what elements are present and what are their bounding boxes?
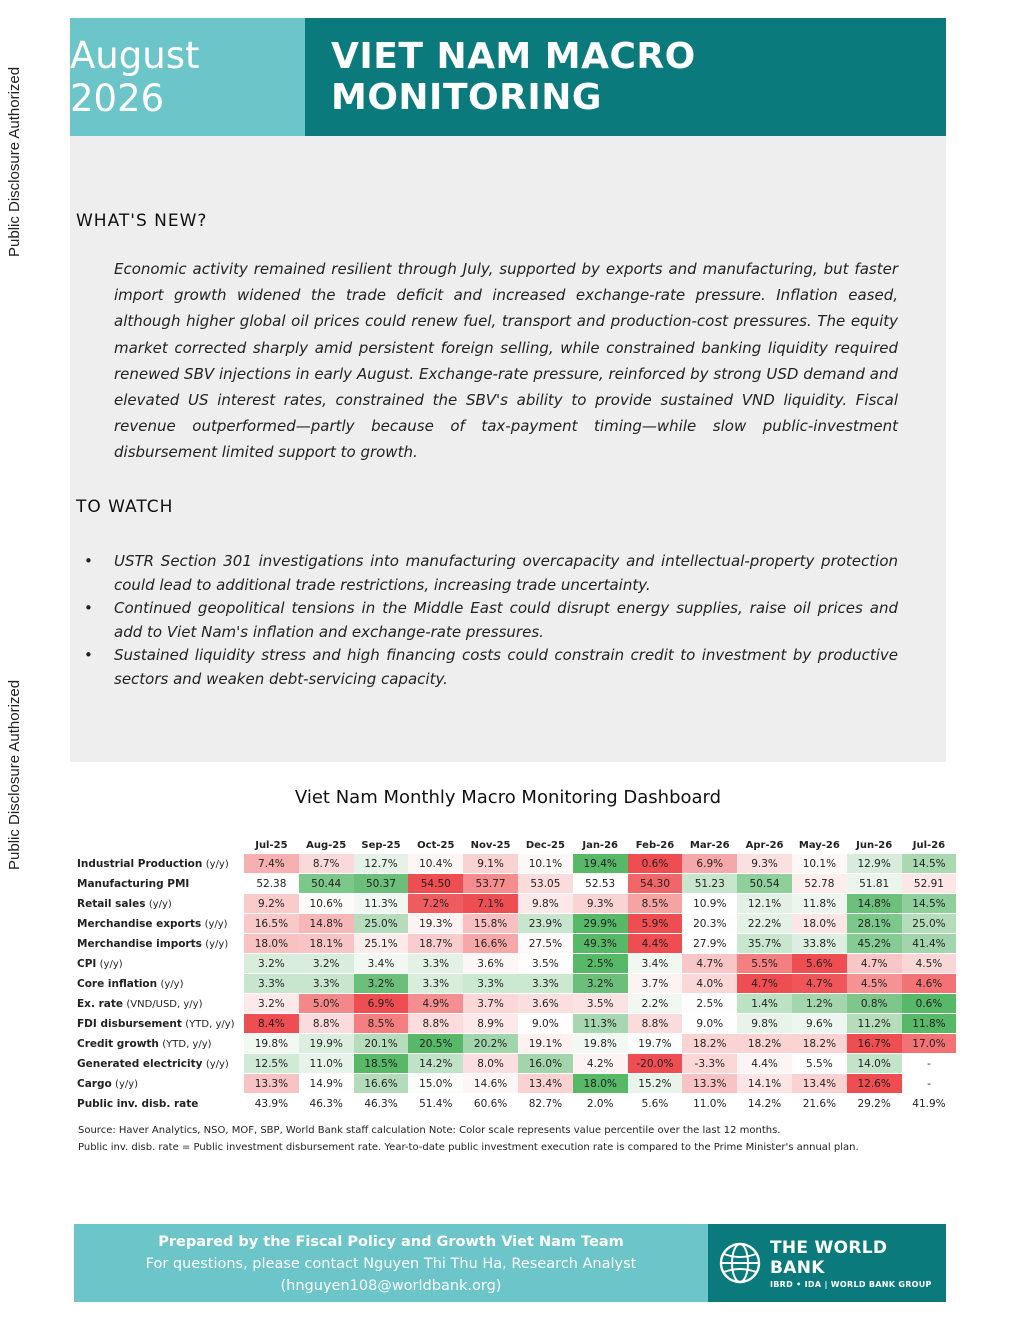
table-cell: 8.8%	[628, 1014, 683, 1034]
table-cell: 29.2%	[847, 1094, 902, 1114]
table-cell: 46.3%	[354, 1094, 409, 1114]
contact-email[interactable]: (hnguyen108@worldbank.org)	[280, 1278, 502, 1294]
table-cell: 4.7%	[682, 954, 737, 974]
table-cell: 0.6%	[902, 994, 957, 1014]
table-cell: 20.2%	[463, 1034, 518, 1054]
table-cell: 19.7%	[628, 1034, 683, 1054]
month-header: Jul-25	[255, 839, 288, 851]
table-cell: 3.3%	[463, 974, 518, 994]
table-cell: 3.2%	[354, 974, 409, 994]
table-row	[74, 1094, 956, 1114]
table-cell: 19.1%	[518, 1034, 573, 1054]
table-cell: 2.5%	[573, 954, 628, 974]
table-cell: 14.1%	[737, 1074, 792, 1094]
table-row	[74, 874, 956, 894]
contact-line: For questions, please contact Nguyen Thi Thu Ha, Research Analyst	[145, 1256, 637, 1272]
table-cell: 19.9%	[299, 1034, 354, 1054]
table-cell: 25.1%	[354, 934, 409, 954]
table-cell: 3.5%	[518, 954, 573, 974]
row-label	[74, 974, 244, 994]
table-row	[74, 854, 956, 874]
table-cell: 3.4%	[354, 954, 409, 974]
table-cell: 20.5%	[408, 1034, 463, 1054]
indicator-name: Generated electricity	[77, 1057, 203, 1070]
report-title: VIET NAM MACRO MONITORING	[305, 18, 946, 136]
bullet-icon: •	[84, 552, 93, 570]
table-cell: 7.4%	[244, 854, 299, 874]
table-cell: 5.6%	[628, 1094, 683, 1114]
issue-date: August 2026	[70, 18, 305, 136]
table-cell: 16.0%	[518, 1054, 573, 1074]
table-cell: 18.2%	[737, 1034, 792, 1054]
row-label	[74, 854, 244, 874]
table-cell: 18.0%	[792, 914, 847, 934]
table-cell: 11.0%	[682, 1094, 737, 1114]
dashboard-header-row	[74, 836, 956, 854]
table-cell: 35.7%	[737, 934, 792, 954]
table-cell: 0.8%	[847, 994, 902, 1014]
table-cell: 16.6%	[354, 1074, 409, 1094]
table-cell: 18.1%	[299, 934, 354, 954]
table-cell: 14.8%	[299, 914, 354, 934]
indicator-unit: (y/y)	[205, 938, 229, 950]
table-cell: 53.77	[463, 874, 518, 894]
indicator-name: Merchandise imports	[77, 937, 202, 950]
month-header: Jul-26	[912, 839, 946, 851]
table-cell: 10.1%	[792, 854, 847, 874]
table-cell: 9.6%	[792, 1014, 847, 1034]
table-cell: 60.6%	[463, 1094, 518, 1114]
row-label	[74, 1014, 244, 1034]
table-cell: 8.5%	[628, 894, 683, 914]
month-header: Dec-25	[525, 839, 565, 851]
table-row	[74, 974, 956, 994]
table-cell: 9.3%	[737, 854, 792, 874]
table-cell: 3.3%	[408, 974, 463, 994]
month-header: Oct-25	[417, 839, 455, 851]
logo-name: THE WORLD BANK	[770, 1237, 888, 1278]
table-cell: 14.8%	[847, 894, 902, 914]
table-row	[74, 934, 956, 954]
table-cell: 1.4%	[737, 994, 792, 1014]
table-row	[74, 894, 956, 914]
month-header: Feb-26	[635, 839, 675, 851]
table-cell: 18.5%	[354, 1054, 409, 1074]
indicator-unit: (y/y)	[205, 858, 229, 870]
indicator-unit: (YTD, y/y)	[185, 1018, 235, 1030]
row-label	[74, 954, 244, 974]
table-cell: 9.1%	[463, 854, 518, 874]
indicator-unit: (y/y)	[204, 918, 228, 930]
table-cell: 3.6%	[463, 954, 518, 974]
table-cell: 8.8%	[299, 1014, 354, 1034]
source-notes	[78, 1122, 938, 1156]
table-cell: 2.2%	[628, 994, 683, 1014]
table-cell: 3.7%	[628, 974, 683, 994]
table-cell: 25.0%	[902, 914, 957, 934]
definition-note: Public inv. disb. rate = Public investment disbursement rate. Year-to-date public investment execution rate is compared to the Prime Minister's annual plan.	[78, 1142, 859, 1153]
bullet-icon: •	[84, 599, 93, 617]
table-cell: 19.8%	[573, 1034, 628, 1054]
table-cell: -3.3%	[682, 1054, 737, 1074]
table-cell: 13.3%	[244, 1074, 299, 1094]
to-watch-item: • Sustained liquidity stress and high financing costs could constrain credit to investment by productive sectors and weaken debt-servicing capacity.	[84, 646, 898, 688]
table-cell: 12.9%	[847, 854, 902, 874]
table-cell: 11.8%	[792, 894, 847, 914]
table-cell: 14.6%	[463, 1074, 518, 1094]
table-cell: 0.6%	[628, 854, 683, 874]
indicator-unit: (VND/USD, y/y)	[126, 998, 203, 1010]
table-cell: 45.2%	[847, 934, 902, 954]
indicator-unit: (YTD, y/y)	[162, 1038, 212, 1050]
table-cell: 17.0%	[902, 1034, 957, 1054]
table-cell: 54.50	[408, 874, 463, 894]
table-cell: 52.53	[573, 874, 628, 894]
table-cell: 5.0%	[299, 994, 354, 1014]
indicator-name: Credit growth	[77, 1037, 159, 1050]
table-cell: 18.7%	[408, 934, 463, 954]
table-cell: 13.4%	[518, 1074, 573, 1094]
row-label	[74, 874, 244, 894]
table-cell: 22.2%	[737, 914, 792, 934]
summary-panel	[70, 136, 946, 762]
table-cell: 12.1%	[737, 894, 792, 914]
table-cell: 5.5%	[737, 954, 792, 974]
table-cell: 5.6%	[792, 954, 847, 974]
table-cell: 27.9%	[682, 934, 737, 954]
month-header: May-26	[798, 839, 840, 851]
indicator-name: Retail sales	[77, 897, 146, 910]
table-cell: 3.7%	[463, 994, 518, 1014]
table-cell: 9.2%	[244, 894, 299, 914]
table-cell: 15.0%	[408, 1074, 463, 1094]
table-cell: 10.1%	[518, 854, 573, 874]
table-cell: 15.2%	[628, 1074, 683, 1094]
table-cell: 27.5%	[518, 934, 573, 954]
table-cell: 14.5%	[902, 894, 957, 914]
table-cell: 11.8%	[902, 1014, 957, 1034]
table-cell: 8.0%	[463, 1054, 518, 1074]
footer	[74, 1224, 946, 1302]
table-cell: 46.3%	[299, 1094, 354, 1114]
table-cell: 16.5%	[244, 914, 299, 934]
row-label	[74, 1034, 244, 1054]
table-cell: 11.3%	[573, 1014, 628, 1034]
table-cell: 28.1%	[847, 914, 902, 934]
table-cell: 3.6%	[518, 994, 573, 1014]
table-cell: 8.8%	[408, 1014, 463, 1034]
table-cell: 19.3%	[408, 914, 463, 934]
table-row	[74, 1074, 956, 1094]
table-cell: 41.4%	[902, 934, 957, 954]
table-cell: 11.2%	[847, 1014, 902, 1034]
row-label	[74, 914, 244, 934]
table-cell: 19.4%	[573, 854, 628, 874]
table-cell: 14.0%	[847, 1054, 902, 1074]
table-cell: 3.3%	[244, 974, 299, 994]
row-label	[74, 1074, 244, 1094]
table-cell: 21.6%	[792, 1094, 847, 1114]
table-row	[74, 914, 956, 934]
table-cell: 4.2%	[573, 1054, 628, 1074]
table-cell: 13.3%	[682, 1074, 737, 1094]
month-header: Apr-26	[745, 839, 784, 851]
table-cell: 13.4%	[792, 1074, 847, 1094]
macro-dashboard-table	[74, 836, 956, 1114]
footer-credits	[74, 1224, 708, 1302]
indicator-unit: (y/y)	[148, 898, 172, 910]
table-cell: 3.3%	[408, 954, 463, 974]
table-cell: 50.44	[299, 874, 354, 894]
table-cell: 16.6%	[463, 934, 518, 954]
table-cell: 6.9%	[682, 854, 737, 874]
month-header: Nov-25	[470, 839, 511, 851]
table-cell: 54.30	[628, 874, 683, 894]
table-cell: 8.4%	[244, 1014, 299, 1034]
indicator-name: Cargo	[77, 1077, 112, 1090]
table-cell: 7.2%	[408, 894, 463, 914]
table-cell: 4.9%	[408, 994, 463, 1014]
table-cell: 51.81	[847, 874, 902, 894]
table-cell: 4.7%	[737, 974, 792, 994]
header-blank	[74, 836, 244, 854]
table-cell: -	[902, 1074, 957, 1094]
table-cell: 51.4%	[408, 1094, 463, 1114]
table-cell: 29.9%	[573, 914, 628, 934]
row-label	[74, 894, 244, 914]
indicator-name: Industrial Production	[77, 857, 203, 870]
table-cell: 11.0%	[299, 1054, 354, 1074]
disclosure-stamp-top: Public Disclosure Authorized	[6, 66, 23, 258]
table-cell: 5.5%	[792, 1054, 847, 1074]
table-cell: 7.1%	[463, 894, 518, 914]
table-cell: 9.8%	[518, 894, 573, 914]
indicator-name: Merchandise exports	[77, 917, 202, 930]
table-cell: 11.3%	[354, 894, 409, 914]
table-row	[74, 1054, 956, 1074]
table-cell: 4.6%	[902, 974, 957, 994]
table-cell: 4.4%	[737, 1054, 792, 1074]
source-note: Source: Haver Analytics, NSO, MOF, SBP, World Bank staff calculation Note: Color scale represents value percentile over the last 12 months.	[78, 1125, 781, 1136]
table-cell: 10.9%	[682, 894, 737, 914]
table-cell: 2.0%	[573, 1094, 628, 1114]
table-cell: 5.9%	[628, 914, 683, 934]
table-cell: 14.2%	[408, 1054, 463, 1074]
to-watch-item: • Continued geopolitical tensions in the Middle East could disrupt energy supplies, raise oil prices and add to Viet Nam's inflation and exchange-rate pressures.	[84, 599, 898, 641]
table-cell: 8.5%	[354, 1014, 409, 1034]
table-cell: -20.0%	[628, 1054, 683, 1074]
table-row	[74, 994, 956, 1014]
table-cell: 18.2%	[792, 1034, 847, 1054]
header-banner	[70, 18, 946, 136]
month-header: Jun-26	[856, 839, 893, 851]
table-cell: 41.9%	[902, 1094, 957, 1114]
month-header: Sep-25	[361, 839, 401, 851]
dashboard-title: Viet Nam Monthly Macro Monitoring Dashboard	[294, 787, 722, 808]
to-watch-item: • USTR Section 301 investigations into manufacturing overcapacity and intellectual-property protection could lead to additional trade restrictions, increasing trade uncertainty.	[84, 552, 898, 594]
month-header: Jan-26	[582, 839, 618, 851]
table-cell: 8.9%	[463, 1014, 518, 1034]
table-cell: 10.4%	[408, 854, 463, 874]
table-cell: 50.54	[737, 874, 792, 894]
table-cell: 25.0%	[354, 914, 409, 934]
table-cell: 3.2%	[244, 994, 299, 1014]
table-row	[74, 1034, 956, 1054]
row-label	[74, 1094, 244, 1114]
disclosure-stamp-bottom: Public Disclosure Authorized	[6, 679, 23, 871]
table-row	[74, 954, 956, 974]
row-label	[74, 934, 244, 954]
table-cell: 2.5%	[682, 994, 737, 1014]
table-cell: 49.3%	[573, 934, 628, 954]
table-cell: 82.7%	[518, 1094, 573, 1114]
table-cell: 3.4%	[628, 954, 683, 974]
indicator-unit: (y/y)	[99, 958, 123, 970]
table-cell: 52.78	[792, 874, 847, 894]
indicator-name: Manufacturing PMI	[77, 877, 190, 890]
table-cell: 52.91	[902, 874, 957, 894]
indicator-name: CPI	[77, 957, 97, 970]
indicator-name: Public inv. disb. rate	[77, 1097, 199, 1110]
table-cell: 8.7%	[299, 854, 354, 874]
table-cell: 12.5%	[244, 1054, 299, 1074]
table-cell: 15.8%	[463, 914, 518, 934]
table-cell: 43.9%	[244, 1094, 299, 1114]
indicator-name: Ex. rate	[77, 997, 123, 1010]
whats-new-heading: WHAT'S NEW?	[76, 211, 208, 231]
to-watch-heading: TO WATCH	[76, 497, 174, 517]
table-cell: 14.5%	[902, 854, 957, 874]
table-cell: 18.2%	[682, 1034, 737, 1054]
table-cell: 14.2%	[737, 1094, 792, 1114]
table-cell: 9.0%	[518, 1014, 573, 1034]
table-cell: 1.2%	[792, 994, 847, 1014]
table-cell: 19.8%	[244, 1034, 299, 1054]
table-cell: 4.5%	[902, 954, 957, 974]
table-cell: 9.8%	[737, 1014, 792, 1034]
table-cell: 16.7%	[847, 1034, 902, 1054]
table-cell: 52.38	[244, 874, 299, 894]
indicator-unit: (y/y)	[115, 1078, 139, 1090]
indicator-unit: (y/y)	[160, 978, 184, 990]
table-cell: 12.7%	[354, 854, 409, 874]
table-cell: 4.4%	[628, 934, 683, 954]
table-cell: 4.0%	[682, 974, 737, 994]
indicator-name: Core inflation	[77, 977, 158, 990]
indicator-unit: (y/y)	[205, 1058, 229, 1070]
table-cell: 9.3%	[573, 894, 628, 914]
table-row	[74, 1014, 956, 1034]
table-cell: 3.3%	[299, 974, 354, 994]
month-header: Aug-25	[306, 839, 347, 851]
table-cell: 12.6%	[847, 1074, 902, 1094]
month-header: Mar-26	[689, 839, 730, 851]
table-cell: 4.7%	[792, 974, 847, 994]
world-bank-logo	[708, 1224, 946, 1302]
table-cell: 3.2%	[299, 954, 354, 974]
row-label	[74, 1054, 244, 1074]
table-cell: 4.7%	[847, 954, 902, 974]
table-cell: 51.23	[682, 874, 737, 894]
table-cell: 20.1%	[354, 1034, 409, 1054]
table-cell: 3.3%	[518, 974, 573, 994]
table-cell: 33.8%	[792, 934, 847, 954]
to-watch-list	[84, 550, 898, 691]
indicator-name: FDI disbursement	[77, 1017, 182, 1030]
table-cell: 3.5%	[573, 994, 628, 1014]
logo-subtitle: IBRD • IDA | WORLD BANK GROUP	[770, 1279, 932, 1289]
table-cell: 10.6%	[299, 894, 354, 914]
table-cell: 20.3%	[682, 914, 737, 934]
table-cell: 14.9%	[299, 1074, 354, 1094]
prepared-by: Prepared by the Fiscal Policy and Growth Viet Nam Team	[158, 1234, 624, 1250]
table-cell: 50.37	[354, 874, 409, 894]
table-cell: 3.2%	[573, 974, 628, 994]
globe-icon	[718, 1241, 762, 1285]
table-cell: 53.05	[518, 874, 573, 894]
table-cell: 18.0%	[244, 934, 299, 954]
table-cell: 18.0%	[573, 1074, 628, 1094]
table-cell: 23.9%	[518, 914, 573, 934]
table-cell: 4.5%	[847, 974, 902, 994]
row-label	[74, 994, 244, 1014]
table-cell: -	[902, 1054, 957, 1074]
whats-new-body: Economic activity remained resilient through July, supported by exports and manufacturing, but faster import growth widened the trade deficit and increased exchange-rate pressure. Inflation eased, although higher global oil prices could renew fuel, transport and production-cost pressures. The equity market corrected sharply amid persistent foreign selling, while constrained banking liquidity required renewed SBV injections in early August. Exchange-rate pressure, reinforced by strong USD demand and elevated US interest rates, constrained the SBV's ability to provide sustained VND liquidity. Fiscal revenue outperformed—partly because of tax-payment timing—while slow public-investment disbursement limited support to growth.	[114, 260, 898, 462]
bullet-icon: •	[84, 646, 93, 664]
table-cell: 6.9%	[354, 994, 409, 1014]
table-cell: 3.2%	[244, 954, 299, 974]
table-cell: 9.0%	[682, 1014, 737, 1034]
